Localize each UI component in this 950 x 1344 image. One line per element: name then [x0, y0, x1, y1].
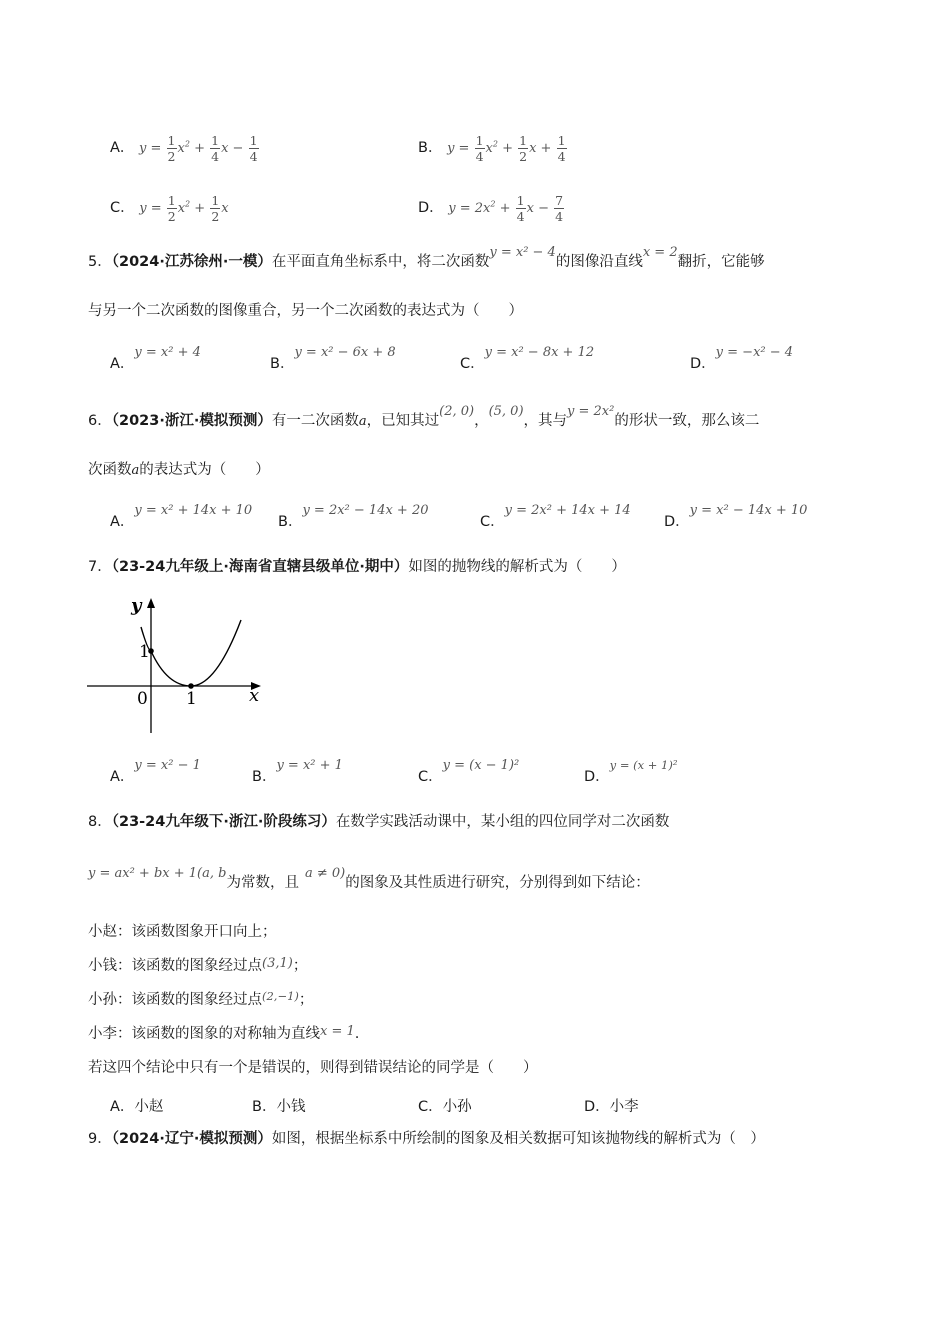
y-axis-arrow-icon — [147, 598, 155, 608]
q4-option-d-formula: $y = 2x^2$ + $\frac{1}{4}$ x − $\frac{7}{4}$ — [448, 193, 564, 224]
q8-zhao: 小赵：该函数图象开口向上； — [88, 924, 277, 940]
q4-option-d: D． $y = 2x^2$ + $\frac{1}{4}$ x − $\frac{7}{4}$ — [418, 193, 564, 224]
q7-parabola-graph — [85, 593, 270, 738]
q7-option-b: B．y = x² + 1 — [252, 758, 343, 785]
q7-option-d: D．y = (x + 1)² — [584, 758, 678, 785]
y-tick-label: 1 — [139, 642, 150, 662]
x-axis-label: x — [249, 685, 260, 706]
q6-option-b: B．y = 2x² − 14x + 20 — [278, 503, 429, 530]
q8-option-b: B．小钱 — [252, 1099, 306, 1115]
q8-li: 小李：该函数的图象的对称轴为直线x = 1. — [88, 1024, 360, 1042]
q4-option-a-formula: y = $\frac{1}{2}$ $x^2$ + $\frac{1}{4}$ x − $\frac{1}{4}$ — [139, 133, 258, 164]
q4-option-b-formula: y = $\frac{1}{4}$ $x^2$ + $\frac{1}{2}$ x + $\frac{1}{4}$ — [447, 133, 566, 164]
q4-option-b: B． y = $\frac{1}{4}$ $x^2$ + $\frac{1}{2}$ x + $\frac{1}{4}$ — [418, 133, 566, 164]
q7-stem: 7．（23-24九年级上·海南省直辖县级单位·期中）如图的抛物线的解析式为（ ） — [88, 559, 626, 575]
q7-option-c: C．y = (x − 1)² — [418, 758, 520, 785]
point-1-0 — [188, 683, 194, 689]
q8-stem-line1: 8．（23-24九年级下·浙江·阶段练习）在数学实践活动课中，某小组的四位同学对二次函数 — [88, 814, 670, 830]
q8-option-c: C．小孙 — [418, 1099, 472, 1115]
q9-stem: 9．（2024·辽宁·模拟预测）如图，根据坐标系中所绘制的图象及相关数据可知该抛物线的解析式为（ ） — [88, 1131, 765, 1147]
q8-sun: 小孙：该函数的图象经过点$^{(2,-1)}$； — [88, 989, 314, 1008]
q7-option-a: A．y = x² − 1 — [110, 758, 201, 785]
q6-option-c: C．y = 2x² + 14x + 14 — [480, 503, 631, 530]
q6-option-a: A．y = x² + 14x + 10 — [110, 503, 253, 530]
q4-option-c: C． y = $\frac{1}{2}$ $x^2$ + $\frac{1}{2}$ x — [110, 193, 229, 224]
q8-question: 若这四个结论中只有一个是错误的，则得到错误结论的同学是（ ） — [88, 1060, 538, 1076]
q4-option-c-formula: y = $\frac{1}{2}$ $x^2$ + $\frac{1}{2}$ x — [139, 193, 229, 224]
y-axis-label: y — [131, 595, 142, 616]
q4-option-a: A． y = $\frac{1}{2}$ $x^2$ + $\frac{1}{4}$ x − $\frac{1}{4}$ — [110, 133, 258, 164]
q8-option-d: D．小李 — [584, 1099, 639, 1115]
q5-option-b: B．y = x² − 6x + 8 — [270, 345, 396, 372]
q5-option-a: A．y = x² + 4 — [110, 345, 201, 372]
q8-qian: 小钱：该函数的图象经过点(3,1)； — [88, 956, 308, 974]
parabola-curve — [141, 620, 241, 686]
q5-stem-line1: 5．（2024·江苏徐州·一模）在平面直角坐标系中，将二次函数y = x² − 4的图像沿直线x = 2翻折，它能够 — [88, 245, 765, 270]
q5-option-c: C．y = x² − 8x + 12 — [460, 345, 595, 372]
q8-stem-line2: y = ax² + bx + 1(a, b为常数，且a ≠ 0)的图象及其性质进行研究，分别得到如下结论： — [88, 866, 650, 891]
q6-stem-line1: 6．（2023·浙江·模拟预测）有一二次函数a，已知其过(2, 0)，(5, 0)，其与y = 2x²的形状一致，那么该二 — [88, 404, 760, 429]
origin-label: 0 — [137, 689, 148, 709]
q6-option-d: D．y = x² − 14x + 10 — [664, 503, 808, 530]
q6-stem-line2: 次函数a的表达式为（ ） — [88, 462, 270, 478]
x-tick-label: 1 — [186, 689, 197, 709]
q5-stem-line2: 与另一个二次函数的图像重合，另一个二次函数的表达式为（ ） — [88, 303, 523, 319]
q8-option-a: A．小赵 — [110, 1099, 164, 1115]
q5-option-d: D．y = −x² − 4 — [690, 345, 794, 372]
